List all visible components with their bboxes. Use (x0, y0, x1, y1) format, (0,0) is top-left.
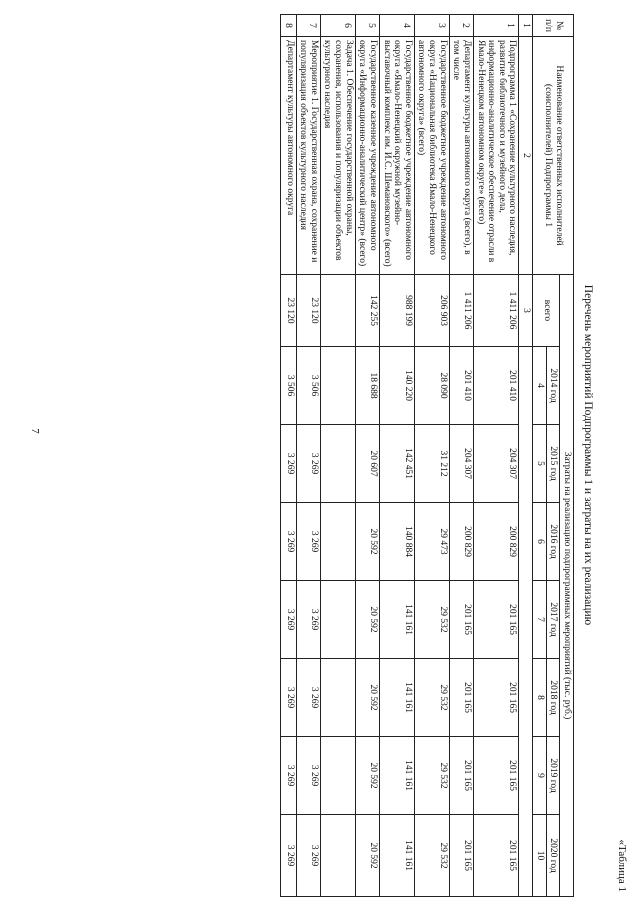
row-year-value (320, 581, 355, 659)
row-total-value: 142 255 (355, 275, 379, 347)
row-total-value: 23 120 (281, 275, 297, 347)
row-year-value: 29 532 (414, 659, 449, 737)
row-year-value: 3 269 (281, 659, 297, 737)
row-year-value: 31 212 (414, 425, 449, 503)
row-year-value (320, 503, 355, 581)
row-total-value: 206 903 (414, 275, 449, 347)
row-year-value: 142 451 (380, 425, 415, 503)
row-year-value: 141 161 (380, 581, 415, 659)
header-year-number: 5 (533, 425, 547, 503)
row-year-value: 3 269 (296, 659, 320, 737)
row-name: Государственное бюджетное учреждение автономного округа «Ямало-Ненецкий окружной музейно-выставочный комплекс им. И.С. Шемановского» (всего) (380, 37, 415, 275)
row-number: 5 (355, 15, 379, 37)
table-row (449, 15, 473, 897)
row-number: 6 (320, 15, 355, 37)
header-year-number: 7 (533, 581, 547, 659)
row-year-value: 29 473 (414, 503, 449, 581)
row-name: Государственное бюджетное учреждение автономного округа «Национальная библиотека Ямало-Ненецкого автономного округа» (всего) (414, 37, 449, 275)
row-year-value: 3 269 (296, 503, 320, 581)
row-name: Задача 1. Обеспечение государственной охраны, сохранения, использования и популяризации объектов культурного наследия (320, 37, 355, 275)
row-year-value (320, 425, 355, 503)
row-year-value: 3 269 (296, 581, 320, 659)
row-year-value: 204 307 (474, 425, 520, 503)
row-year-value (320, 737, 355, 815)
header-total: всего (533, 275, 560, 347)
row-year-value: 3 506 (296, 347, 320, 425)
row-year-value: 3 269 (281, 425, 297, 503)
row-year-value: 201 165 (474, 581, 520, 659)
table-row (355, 15, 379, 897)
row-name: Департамент культуры автономного округа (всего), в том числе (449, 37, 473, 275)
row-year-value: 20 607 (355, 425, 379, 503)
header-year: 2017 год (546, 581, 560, 659)
row-number: 4 (380, 15, 415, 37)
column-number: 1 (519, 15, 533, 37)
row-year-value: 141 161 (380, 737, 415, 815)
row-year-value: 3 269 (281, 815, 297, 897)
row-name: Подпрограмма 1 «Сохранение культурного наследия, развитие библиотечного и музейного дела, информационно-аналитическое обеспечение отрасли в Ямало-Ненецком автономном округе» (всего) (474, 37, 520, 275)
header-year-number: 9 (533, 737, 547, 815)
row-year-value: 140 220 (380, 347, 415, 425)
row-year-value (320, 659, 355, 737)
table-row (380, 15, 415, 897)
table-row (281, 15, 297, 897)
rotated-page-content (0, 12, 638, 898)
row-year-value: 201 165 (474, 737, 520, 815)
header-year-number: 6 (533, 503, 547, 581)
row-year-value: 3 269 (296, 425, 320, 503)
table-row (414, 15, 449, 897)
column-number-spacer (519, 347, 533, 897)
row-total-value: 23 120 (296, 275, 320, 347)
row-total-value: 988 199 (380, 275, 415, 347)
row-year-value: 20 592 (355, 503, 379, 581)
row-year-value (320, 815, 355, 897)
row-year-value: 201 410 (449, 347, 473, 425)
row-number: 8 (281, 15, 297, 37)
header-year: 2015 год (546, 425, 560, 503)
row-year-value: 201 165 (449, 737, 473, 815)
table-label: «Таблица 1 (616, 839, 628, 892)
row-year-value: 140 884 (380, 503, 415, 581)
row-year-value: 200 829 (474, 503, 520, 581)
header-number: № п/п (533, 15, 574, 37)
row-year-value: 201 165 (449, 815, 473, 897)
row-year-value: 18 688 (355, 347, 379, 425)
row-name: Мероприятие 1. Государственная охрана, сохранение и популяризация объектов культурного наследия (296, 37, 320, 275)
row-year-value: 204 307 (449, 425, 473, 503)
activities-cost-table (280, 14, 574, 897)
header-costs: Затраты на реализацию подпрограммных мероприятий (тыс. руб.) (560, 275, 574, 897)
table-row (474, 15, 520, 897)
header-year: 2020 год (546, 815, 560, 897)
column-number: 3 (519, 275, 533, 347)
row-year-value: 3 506 (281, 347, 297, 425)
table-row (320, 15, 355, 897)
header-year: 2018 год (546, 659, 560, 737)
row-year-value: 201 165 (474, 815, 520, 897)
row-year-value: 20 592 (355, 737, 379, 815)
row-year-value: 20 592 (355, 581, 379, 659)
header-year: 2016 год (546, 503, 560, 581)
row-year-value: 20 592 (355, 659, 379, 737)
row-total-value (320, 275, 355, 347)
row-year-value: 141 161 (380, 659, 415, 737)
column-number: 2 (519, 37, 533, 275)
header-year-number: 10 (533, 815, 547, 897)
document-title: Перечень мероприятий Подпрограммы 1 и затраты на их реализацию (582, 284, 594, 626)
row-year-value: 201 165 (449, 659, 473, 737)
row-name: Департамент культуры автономного округа (281, 37, 297, 275)
column-number-row (519, 15, 533, 897)
row-year-value: 141 161 (380, 815, 415, 897)
header-year: 2019 год (546, 737, 560, 815)
row-year-value: 3 269 (281, 503, 297, 581)
row-year-value: 3 269 (296, 815, 320, 897)
row-year-value: 29 532 (414, 815, 449, 897)
row-year-value: 3 269 (281, 581, 297, 659)
table-row (296, 15, 320, 897)
row-year-value: 201 165 (474, 659, 520, 737)
row-total-value: 1 411 206 (474, 275, 520, 347)
table-body (281, 15, 520, 897)
row-name: Государственное казенное учреждение автономного округа «Информационно-аналитический центр» (всего) (355, 37, 379, 275)
row-year-value: 200 829 (449, 503, 473, 581)
row-year-value: 201 410 (474, 347, 520, 425)
row-total-value: 1 411 206 (449, 275, 473, 347)
header-year-number: 8 (533, 659, 547, 737)
header-row-1 (560, 15, 574, 897)
row-year-value: 3 269 (281, 737, 297, 815)
row-number: 1 (474, 15, 520, 37)
row-number: 2 (449, 15, 473, 37)
row-number: 3 (414, 15, 449, 37)
header-year-number: 4 (533, 347, 547, 425)
row-year-value (320, 347, 355, 425)
header-year: 2014 год (546, 347, 560, 425)
row-year-value: 28 090 (414, 347, 449, 425)
row-year-value: 201 165 (449, 581, 473, 659)
row-year-value: 3 269 (296, 737, 320, 815)
header-executors: Наименование ответственных исполнителей (соисполнителей) Подпрограммы 1 (533, 37, 574, 275)
row-year-value: 29 532 (414, 737, 449, 815)
row-number: 7 (296, 15, 320, 37)
row-year-value: 20 592 (355, 815, 379, 897)
row-year-value: 29 532 (414, 581, 449, 659)
page-number: 7 (28, 428, 41, 434)
